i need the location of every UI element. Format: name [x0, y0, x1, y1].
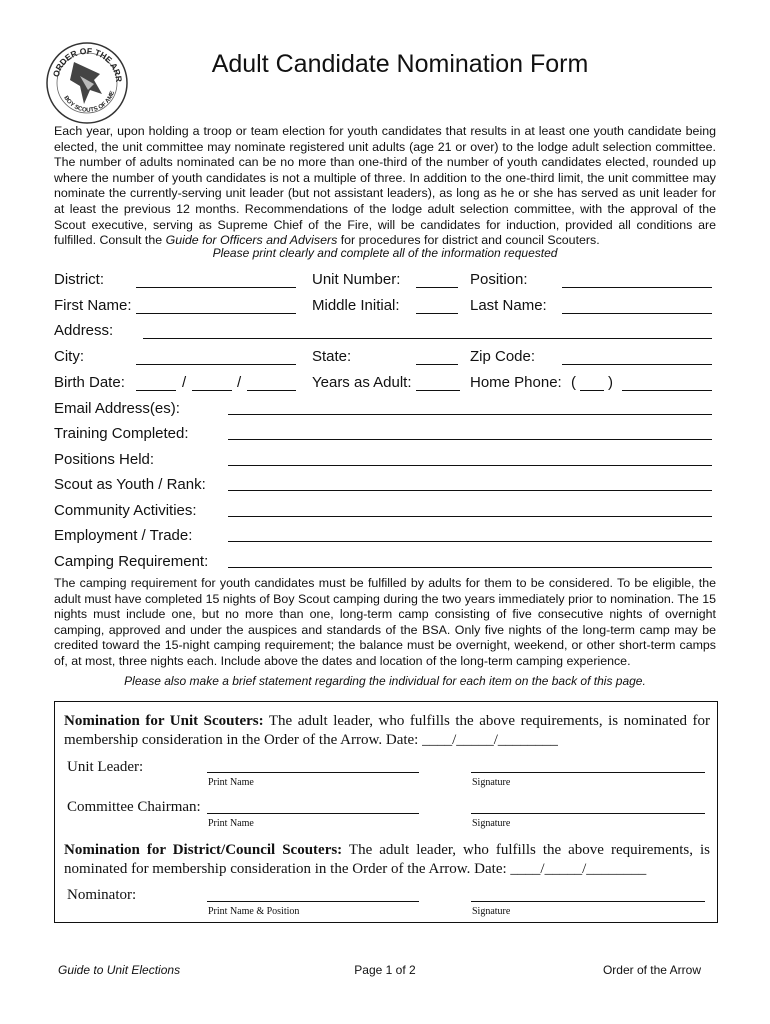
- community-field[interactable]: [228, 516, 712, 517]
- address-label: Address:: [54, 322, 114, 339]
- email-field[interactable]: [228, 414, 712, 415]
- committee-chair-label: Committee Chairman:: [67, 799, 201, 815]
- scout-youth-field[interactable]: [228, 490, 712, 491]
- state-label: State:: [312, 348, 352, 365]
- positions-held-label: Positions Held:: [54, 451, 155, 468]
- area-code-open: (: [571, 374, 576, 391]
- instruction-text: Please print clearly and complete all of the information requested: [212, 246, 558, 260]
- nominator-label: Nominator:: [67, 887, 137, 903]
- position-label: Position:: [470, 271, 528, 288]
- birth-date-label: Birth Date:: [54, 374, 125, 391]
- footer-page-number: Page 1 of 2: [354, 963, 416, 977]
- training-field[interactable]: [228, 439, 712, 440]
- position-field[interactable]: [562, 287, 712, 288]
- nominator-name-field[interactable]: [207, 901, 419, 902]
- positions-held-field[interactable]: [228, 465, 712, 466]
- years-adult-label: Years as Adult:: [312, 374, 412, 391]
- unit-leader-signature-field[interactable]: [471, 772, 705, 773]
- footer-guide-title: Guide to Unit Elections: [58, 963, 181, 977]
- area-code-close: ): [608, 374, 613, 391]
- scout-youth-label: Scout as Youth / Rank:: [54, 476, 206, 493]
- last-name-label: Last Name:: [470, 297, 547, 314]
- middle-initial-label: Middle Initial:: [312, 297, 400, 314]
- camping-explanation: The camping requirement for youth candidates must be fulfilled by adults for them to be considered. To be eligible, the adult must have completed 15 nights of Boy Scout camping during the two years immediately prior to nomination. The 15 nights must include one, but no more than one, long-term camp consisting of five consecutive nights of overnight camping, approved and under the auspices and standards of the BSA. Only five nights of the long-term camp may be credited toward the 15-night camping requirement; the balance must be overnight, weekend, or other short-term camps of, at most, three nights each. Include above the dates and location of the long-term camping experience.: [54, 576, 716, 668]
- birth-month-field[interactable]: [136, 390, 176, 391]
- committee-chair-signature-field[interactable]: [471, 813, 705, 814]
- intro-text: Each year, upon holding a troop or team election for youth candidates that results in at least one youth candidate being elected, the unit committee may nominate registered unit adults (age 21 or over) to the lodge adult selection committee. The number of adults nominated can be no more than one-third of the number of youth candidates elected, rounded up where the number of youth candidates is not a multiple of three. In addition to the one-third limit, the unit committee may nominate the currently-serving unit leader (but not assistant leaders), as long as he or she has served as unit leader for at least the previous 12 months. Recommendations of the lodge adult selection committee, with the approval of the Scout executive, serving as Supreme Chief of the Fire, will be candidates for induction, provided all conditions are fulfilled. Consult the: [54, 124, 716, 248]
- email-label: Email Address(es):: [54, 400, 180, 417]
- committee-chair-name-field[interactable]: [207, 813, 419, 814]
- signature-caption: Signature: [472, 818, 511, 829]
- training-label: Training Completed:: [54, 425, 189, 442]
- city-field[interactable]: [136, 364, 296, 365]
- area-code-field[interactable]: [580, 390, 604, 391]
- back-page-note: Please also make a brief statement regarding the individual for each item on the back of this page.: [124, 674, 646, 688]
- date-separator: /: [182, 374, 187, 391]
- address-field[interactable]: [143, 338, 712, 339]
- community-label: Community Activities:: [54, 502, 197, 519]
- birth-year-field[interactable]: [247, 390, 296, 391]
- svg-text:BOY SCOUTS OF AMERICA: BOY SCOUTS OF AME: [62, 90, 117, 114]
- employment-label: Employment / Trade:: [54, 527, 193, 544]
- signature-caption: Signature: [472, 906, 511, 917]
- intro-text-end: for procedures for district and council Scouters.: [337, 233, 600, 248]
- city-label: City:: [54, 348, 84, 365]
- print-name-position-caption: Print Name & Position: [208, 906, 300, 917]
- page-title: Adult Candidate Nomination Form: [211, 50, 589, 78]
- signature-caption: Signature: [472, 777, 511, 788]
- district-label: District:: [54, 271, 104, 288]
- first-name-field[interactable]: [136, 313, 296, 314]
- district-nomination-heading: Nomination for District/Council Scouters:: [64, 842, 343, 858]
- footer-organization: Order of the Arrow: [602, 963, 701, 977]
- first-name-label: First Name:: [54, 297, 132, 314]
- years-adult-field[interactable]: [416, 390, 460, 391]
- state-field[interactable]: [416, 364, 458, 365]
- nominator-signature-field[interactable]: [471, 901, 705, 902]
- zip-label: Zip Code:: [470, 348, 536, 365]
- date-separator: /: [237, 374, 242, 391]
- employment-field[interactable]: [228, 541, 712, 542]
- district-nomination-body: The adult leader, who fulfills the above requirements, is nominated for membership consideration in the Order of the Arrow. Date: ____/_____/________: [64, 842, 710, 877]
- district-nomination-text: [64, 841, 710, 879]
- guide-reference: Guide for Officers and Advisers: [165, 233, 338, 248]
- unit-nomination-text: [64, 712, 710, 750]
- home-phone-field[interactable]: [622, 390, 712, 391]
- nomination-box: [54, 701, 718, 923]
- unit-leader-label: Unit Leader:: [67, 759, 144, 775]
- middle-initial-field[interactable]: [416, 313, 458, 314]
- unit-number-label: Unit Number:: [312, 271, 401, 288]
- print-name-caption: Print Name: [208, 818, 254, 829]
- camping-label: Camping Requirement:: [54, 553, 209, 570]
- unit-leader-name-field[interactable]: [207, 772, 419, 773]
- unit-nomination-body: The adult leader, who fulfills the above requirements, is nominated for membership consideration in the Order of the Arrow. Date: ____/_____/________: [64, 713, 710, 748]
- svg-text:ORDER OF THE ARROW: ORDER OF THE ARR: [50, 45, 125, 83]
- birth-day-field[interactable]: [192, 390, 232, 391]
- camping-field[interactable]: [228, 567, 712, 568]
- intro-paragraph: [54, 124, 716, 249]
- unit-nomination-heading: Nomination for Unit Scouters:: [64, 713, 264, 729]
- zip-field[interactable]: [562, 364, 712, 365]
- last-name-field[interactable]: [562, 313, 712, 314]
- print-name-caption: Print Name: [208, 777, 254, 788]
- home-phone-label: Home Phone:: [470, 374, 562, 391]
- unit-number-field[interactable]: [416, 287, 458, 288]
- district-field[interactable]: [136, 287, 296, 288]
